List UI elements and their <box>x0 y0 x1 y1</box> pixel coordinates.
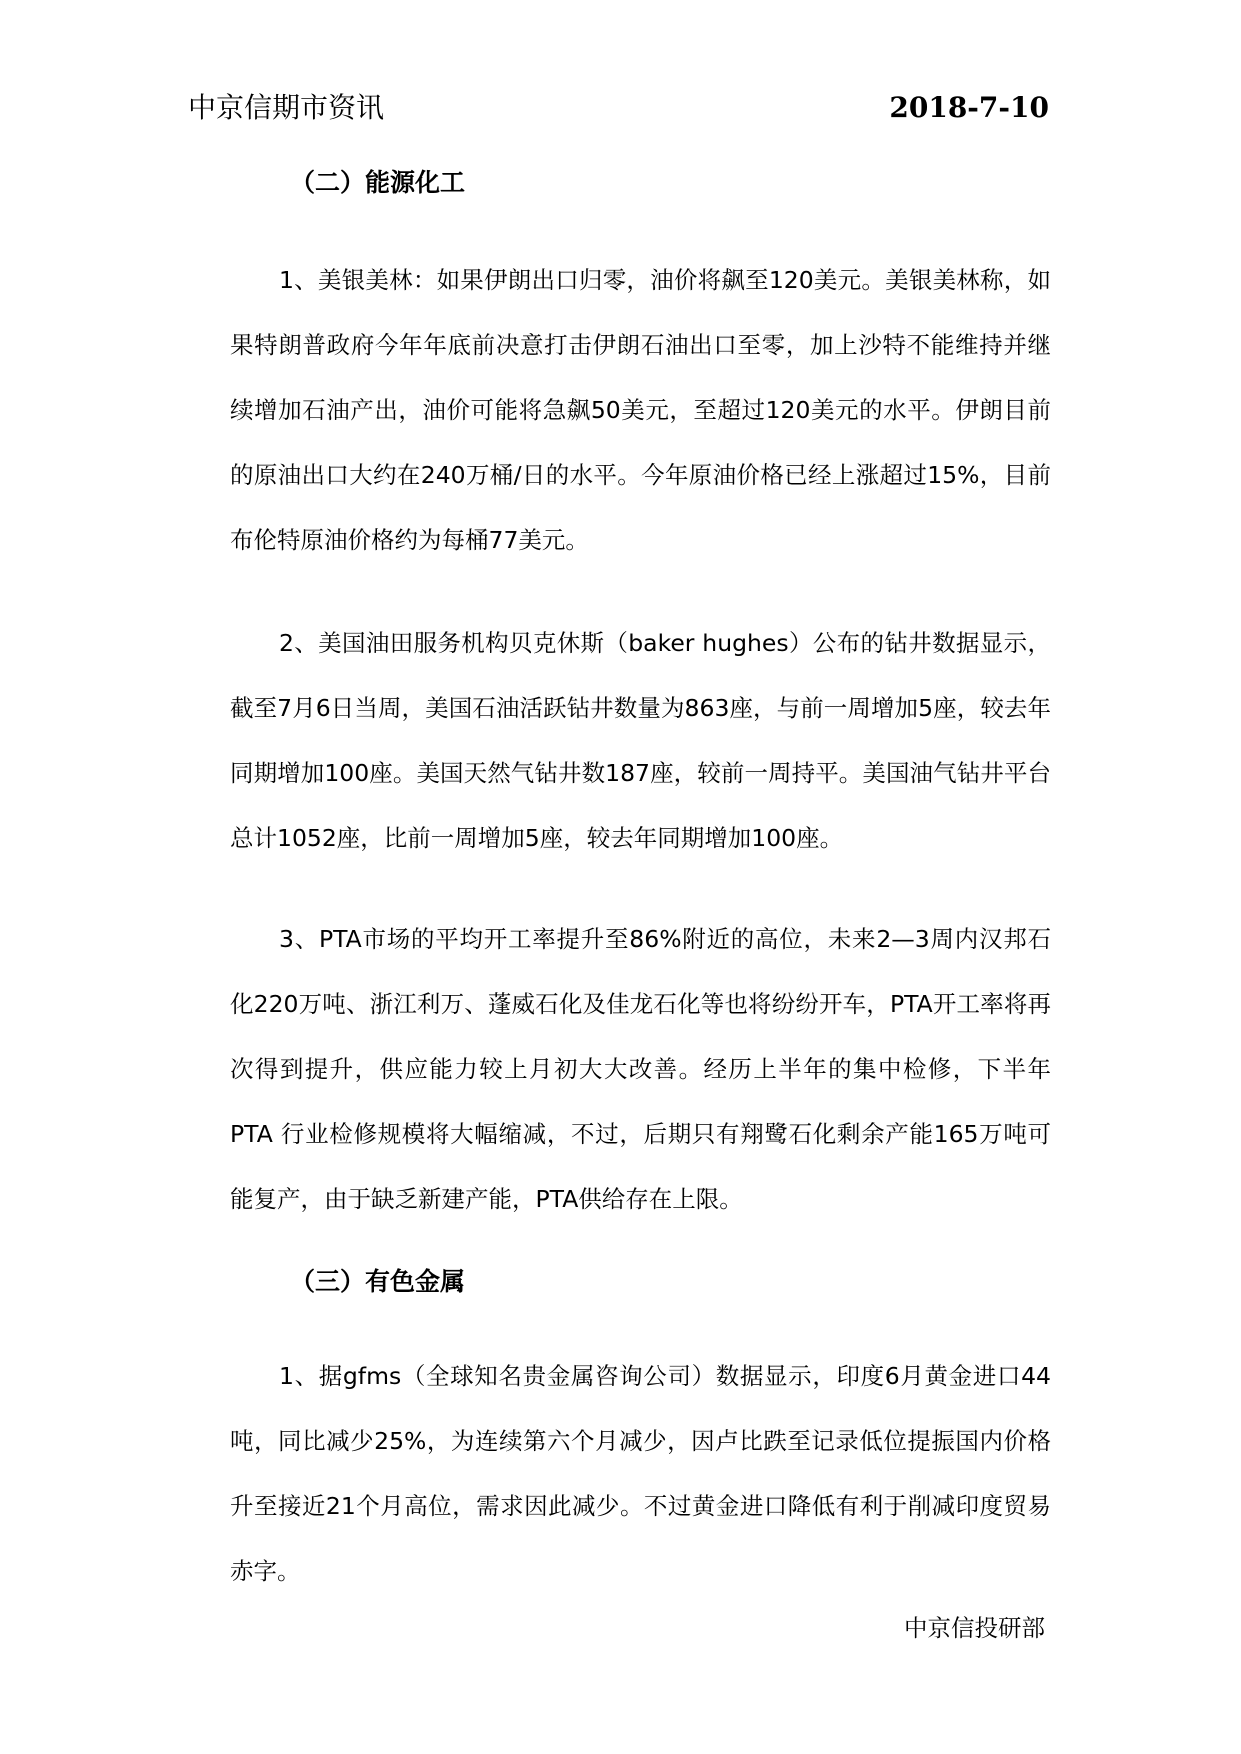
paragraph-energy-1: 1、美银美林：如果伊朗出口归零，油价将飙至120美元。美银美林称，如果特朗普政府今年年底前决意打击伊朗石油出口至零，加上沙特不能维持并继续增加石油产出，油价可能将急飙50美元，至超过120美元的水平。伊朗目前的原油出口大约在240万桶/日的水平。今年原油价格已经上涨超过15%，目前布伦特原油价格约为每桶77美元。 <box>230 266 1051 554</box>
header-date: 2018-7-10 <box>889 91 1049 124</box>
header-title: 中京信期市资讯 <box>188 91 385 124</box>
section-title-nonferrous-metals: （三）有色金属 <box>290 1267 466 1296</box>
paragraph-metals-1: 1、据gfms（全球知名贵金属咨询公司）数据显示，印度6月黄金进口44吨，同比减少25%，为连续第六个月减少，因卢比跌至记录低位提振国内价格升至接近21个月高位，需求因此减少。不过黄金进口降低有利于削减印度贸易赤字。 <box>230 1362 1051 1585</box>
paragraph-energy-3: 3、PTA市场的平均开工率提升至86%附近的高位，未来2—3周内汉邦石化220万吨、浙江利万、蓬威石化及佳龙石化等也将纷纷开车，PTA开工率将再次得到提升，供应能力较上月初大大改善。经历上半年的集中检修，下半年 PTA 行业检修规模将大幅缩减，不过，后期只有翔鹭石化剩余产能165万吨可能复产，由于缺乏新建产能，PTA供给存在上限。 <box>230 925 1051 1213</box>
footer-signature: 中京信投研部 <box>904 1614 1045 1642</box>
section-title-energy-chemical: （二）能源化工 <box>290 168 466 197</box>
paragraph-energy-2: 2、美国油田服务机构贝克休斯（baker hughes）公布的钻井数据显示，截至7月6日当周，美国石油活跃钻井数量为863座，与前一周增加5座，较去年同期增加100座。美国天然气钻井数187座，较前一周持平。美国油气钻井平台总计1052座，比前一周增加5座，较去年同期增加100座。 <box>230 629 1051 852</box>
